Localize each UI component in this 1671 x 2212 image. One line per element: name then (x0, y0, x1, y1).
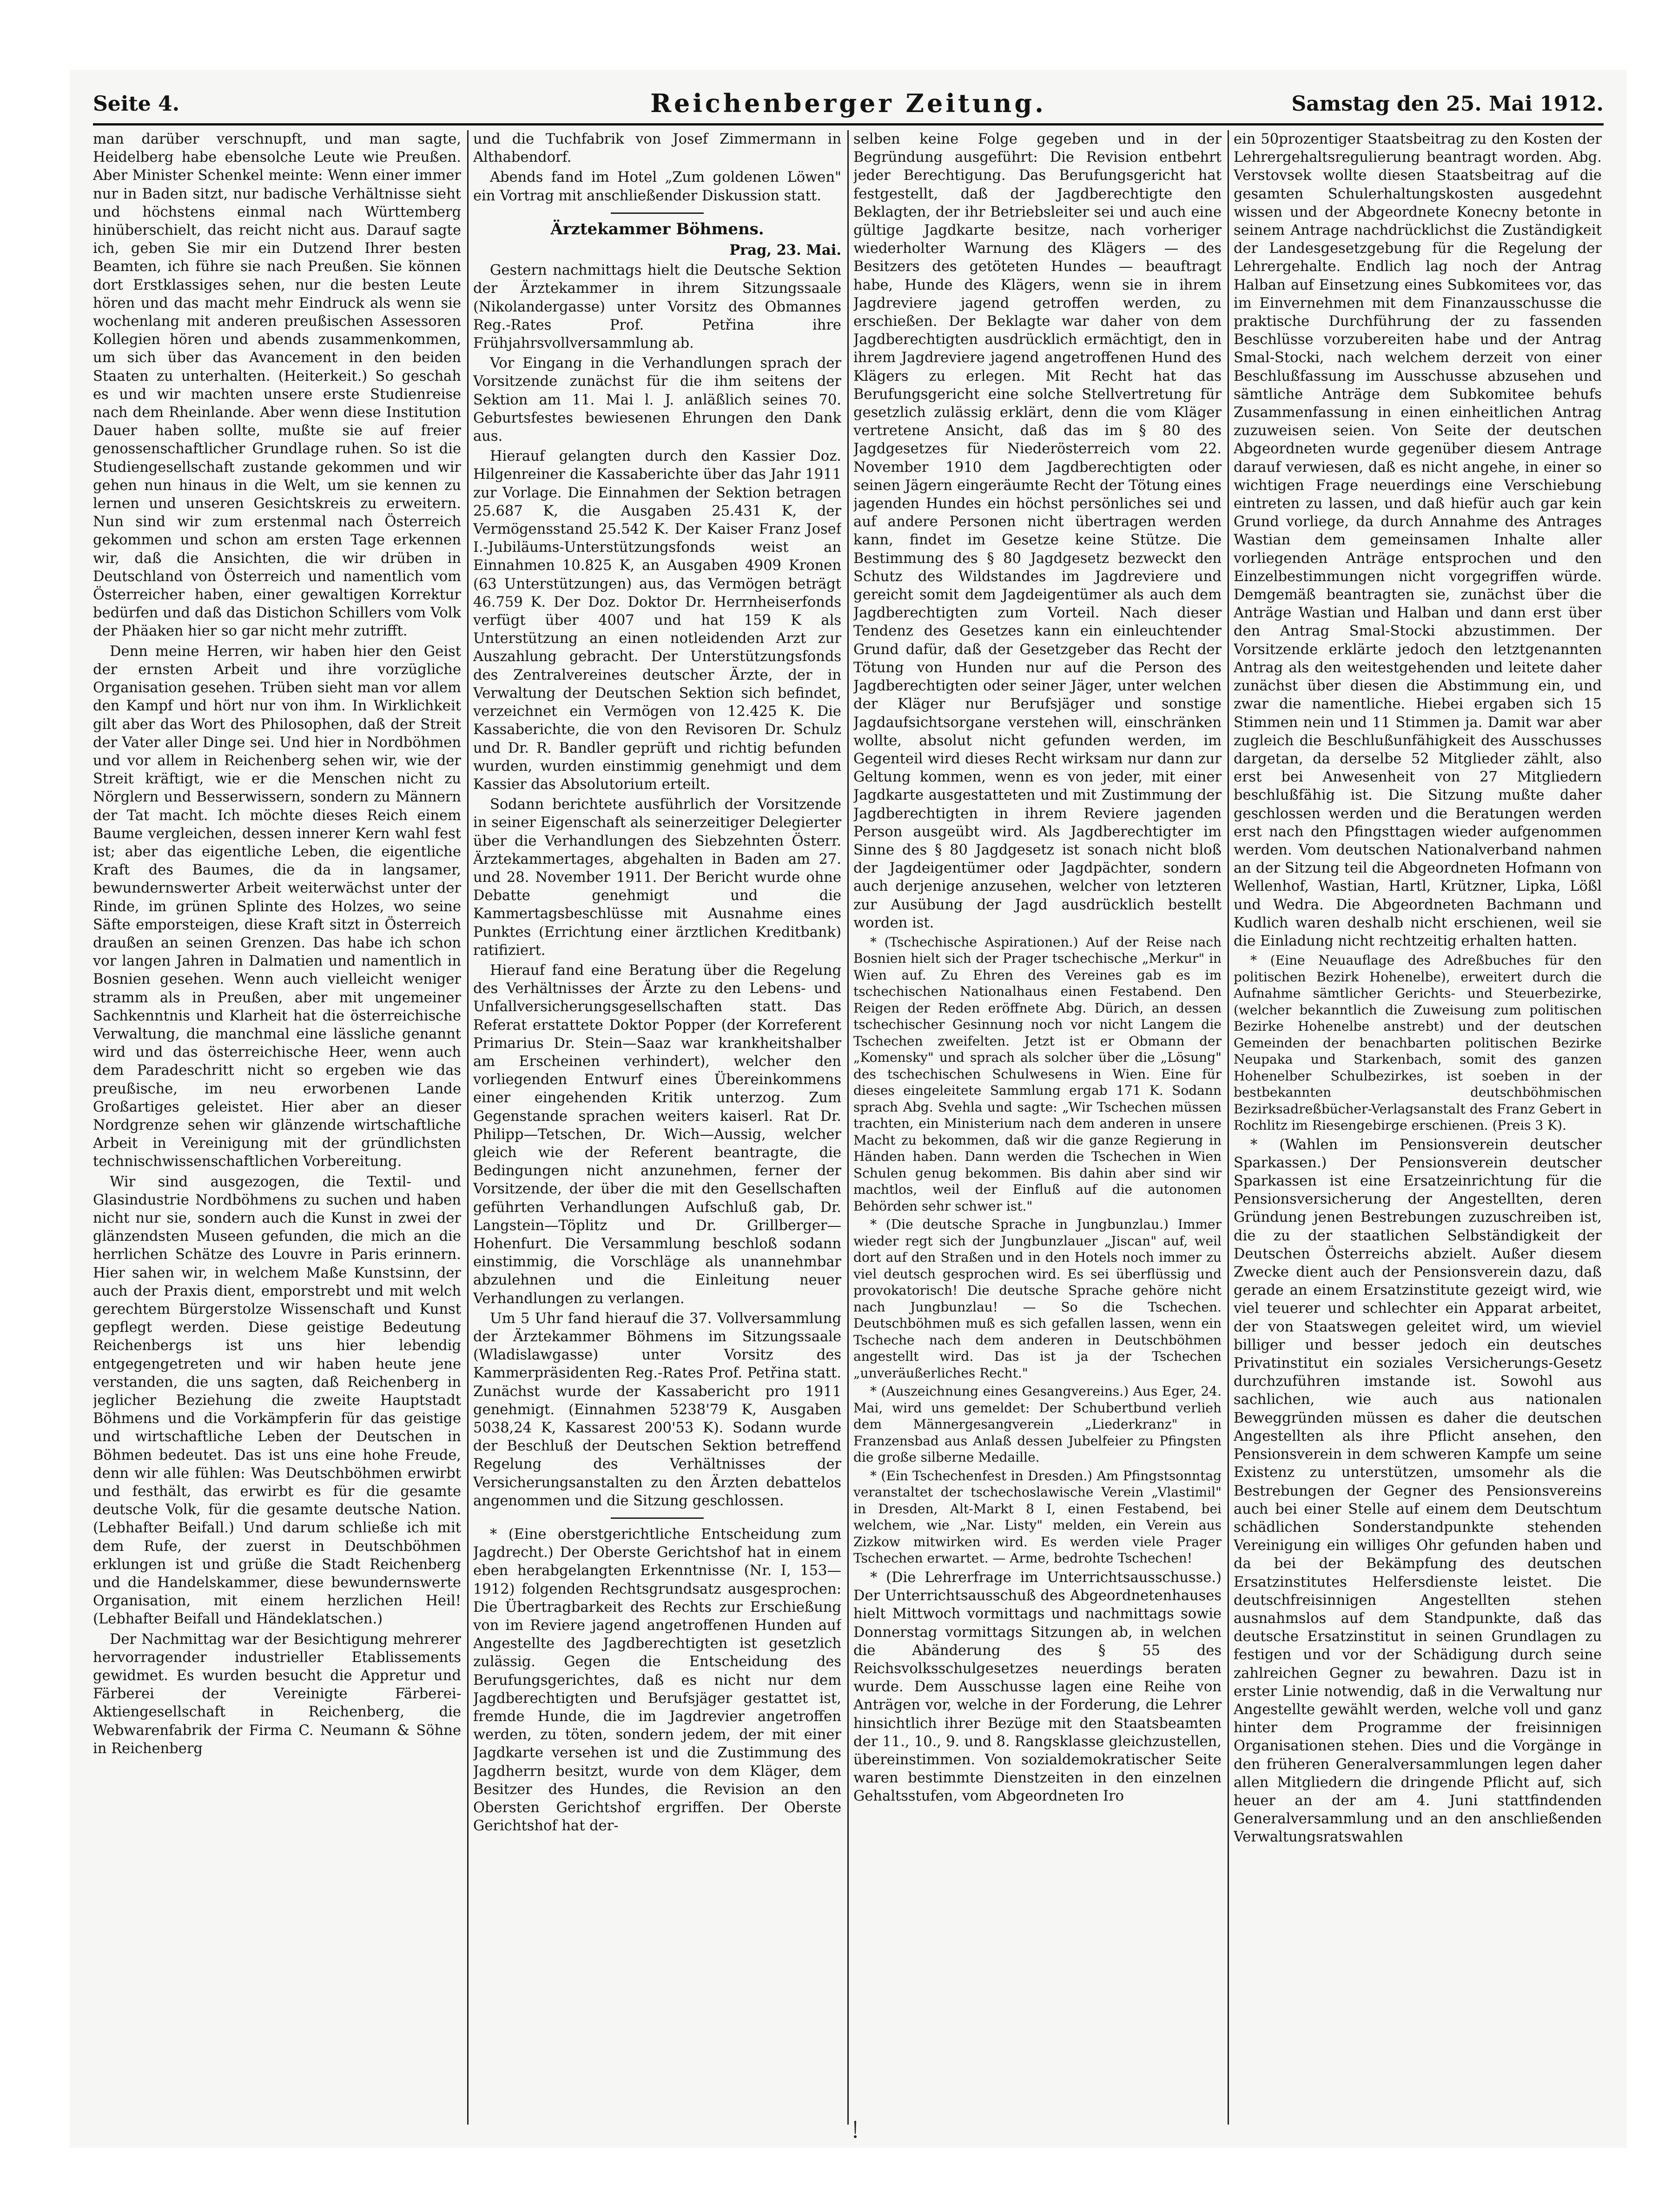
column-3 (853, 130, 1222, 2129)
column-1 (93, 130, 461, 2129)
news-item: * (Eine oberstgerichtliche Entscheidung zum Jagdrecht.) Der Oberste Gerichtshof hat in einem eben herabgelangten Erkenntnisse (Nr. I, 153—1912) folgenden Rechtsgrundsatz ausgesprochen: Die Übertragbarkeit des Rechts zur Erschießung von im Reviere jagend angetroffenen Hunden auf Angestellte des Jagdberechtigten ist gesetzlich zulässig. Gegen die Entscheidung des Berufungsgerichtes, daß es nicht nur dem Jagdberechtigten und Berufsjäger gestattet ist, fremde Hunde, die im Jagdrevier angetroffen werden, zu töten, sondern jedem, der mit einer Jagdkarte versehen ist und die Zustimmung des Jagdherrn besitzt, wurde von dem Kläger, dem Besitzer des Hundes, die Revision an den Obersten Gerichtshof ergriffen. Der Oberste Gerichtshof hat der- (473, 1526, 841, 1835)
article-headline: Ärztekammer Böhmens. (550, 219, 764, 238)
news-item: * (Auszeichnung eines Gesangvereins.) Aus Eger, 24. Mai, wird uns gemeldet: Der Schubertbund verlieh dem Männergesangverein „Liederkranz" in Franzensbad aus Anlaß dessen Jubelfeier zu Pfingsten die große silberne Medaille. (853, 1384, 1222, 1465)
paragraph: Vor Eingang in die Verhandlungen sprach der Vorsitzende zunächst für die ihm seitens der Sektion am 11. Mai l. J. anläßlich seines 70. Geburtsfestes bewiesenen Ehrungen den Dank aus. (473, 355, 841, 445)
paragraph: Abends fand im Hotel „Zum goldenen Löwen" ein Vortrag mit anschließender Diskussion statt. (473, 169, 841, 204)
masthead: Reichenberger Zeitung. (650, 88, 1046, 118)
news-item: * (Eine Neuauflage des Adreßbuches für den politischen Bezirk Hohenelbe), erweitert durch die Aufnahme sämtlicher Gerichts- und Steuerbezirke, (welcher bekanntlich die Zuweisung zum politischen Bezirke Hohenelbe anstrebt) und der deutschen Gemeinden der benachbarten politischen Bezirke Neupaka und Starkenbach, somit des ganzen Hohenelber Schulbezirkes, ist soeben in der bestbekannten deutschböhmischen Bezirksadreßbücher-Verlagsanstalt des Franz Gebert in Rochlitz im Riesengebirge erschienen. (Preis 3 K). (1234, 953, 1602, 1133)
column-divider (847, 130, 849, 2125)
news-item: * (Ein Tschechenfest in Dresden.) Am Pfingstsonntag veranstaltet der tschechoslawische Verein „Vlastimil" in Dresden, Alt-Markt 8 I, einen Festabend, bei welchem, wie „Nar. Listy" melden, ein Verein aus Zizkow mitwirken wird. Es werden viele Prager Tschechen erwartet. — Arme, bedrohte Tschechen! (853, 1468, 1222, 1566)
news-item: * (Die deutsche Sprache in Jungbunzlau.) Immer wieder regt sich der Jungbunzlauer „Jiscan" auf, weil dort auf den Straßen und in den Hotels noch immer zu viel deutsch gesprochen wird. Es sei überflüssig und provokatorisch! Die deutsche Sprache gehöre nicht nach Jungbunzlau! — So die Tschechen. Deutschböhmen muß es sich gefallen lassen, wenn ein Tscheche nach dem anderen in Deutschböhmen angestellt wird. Das ist ja der Tschechen „unveräußerliches Recht." (853, 1217, 1222, 1381)
paragraph: und die Tuchfabrik von Josef Zimmermann in Althabendorf. (473, 131, 841, 166)
news-item: * (Tschechische Aspirationen.) Auf der Reise nach Bosnien hielt sich der Prager tschechische „Merkur" in Wien auf. Zu Ehren des Vereines gab es im tschechischen Nationalhaus einen Festabend. Den Reigen der Reden eröffnete Abg. Dürich, an dessen tschechischer Gesinnung noch vor nicht Langem die Tschechen zweifelten. Jetzt ist er Obmann der „Komensky" und sprach als solcher über die „Lösung" des tschechischen Schulwesens in Wien. Eine für dieses eingeleitete Sammlung ergab 171 K. Sodann sprach Abg. Svehla und sagte: „Wir Tschechen müssen trachten, ein Ministerium nach dem anderen in unsere Macht zu bekommen, daß wir die ganze Regierung in Händen haben. Dann werden die Tschechen in Wien Schulen genug bekommen. Bis dahin aber sind wir machtlos, weil der Einfluß auf die autonomen Behörden sehr schwer ist." (853, 934, 1222, 1214)
paragraph: selben keine Folge gegeben und in der Begründung ausgeführt: Die Revision entbehrt jeder Berechtigung. Das Berufungsgericht hat festgestellt, daß der Jagdberechtigte den Beklagten, der ihr Betriebsleiter sei und auch eine gültige Jagdkarte besitze, nach vorheriger wiederholter Warnung des Klägers — des Besitzers des getöteten Hundes — beauftragt habe, Hunde des Klägers, wenn sie in ihrem Jagdreviere jagend getroffen werden, zu erschießen. Der Beklagte war daher von dem Jagdberechtigten ausdrücklich ermächtigt, den in ihrem Jagdreviere jagend angetroffenen Hund des Klägers zu erlegen. Mit Recht hat das Berufungsgericht eine solche Stellvertretung für gesetzlich zulässig erklärt, denn die vom Kläger vertretene Ansicht, daß das im § 80 des Jagdgesetzes für Niederösterreich vom 22. November 1910 dem Jagdberechtigten oder seinen Jägern eingeräumte Recht der Tötung eines jagenden Hundes ein höchst persönliches sei und auf andere Personen nicht übertragen werden kann, findet im Gesetze keine Stütze. Die Bestimmung des § 80 Jagdgesetz bezweckt den Schutz des Wildstandes im Jagdreviere und gereicht somit dem Jagdeigentümer als auch dem Jagdberechtigten zum Vorteil. Nach dieser Tendenz des Gesetzes kann ein einleuchtender Grund dafür, daß der Gesetzgeber das Recht der Tötung von Hunden nur auf die Person des Jagdberechtigten oder seiner Jäger, unter welchen der Kläger nur Berufsjäger und sonstige Jagdaufsichtsorgane verstehen will, einschränken wollte, absolut nicht gefunden werden, im Gegenteil wird dieses Recht wirksam nur dann zur Geltung kommen, wenn es von jeder, mit einer Jagdkarte ausgestatteten und mit Zustimmung der Jagdberechtigten in ihrem Reviere jagenden Person ausgeübt wird. Als Jagdberechtigter im Sinne des § 80 Jagdgesetz ist sonach nicht bloß der Jagdeigentümer oder Jagdpächter, sondern auch derjenige anzusehen, welcher von letzteren zur Ausübung der Jagd ausdrücklich bestellt worden ist. (853, 131, 1222, 931)
article-dateline: Prag, 23. Mai. (729, 242, 841, 259)
paragraph: man darüber verschnupft, und man sagte, Heidelberg habe ebensolche Leute wie Preußen. Aber Minister Schenkel meinte: Wenn einer immer nur in Baden sitzt, nur badische Verhältnisse sieht und höchstens einmal nach Württemberg hinüberschielt, das reicht nicht aus. Darauf sagte ich, geben Sie mir ein Dutzend Ihrer besten Beamten, ich führe sie nach Preußen. Sie können dort Erstklassiges sehen, nur die besten Leute hören und das macht mehr Eindruck als wenn sie wochenlang mit anderen preußischen Assessoren Kollegien hören und abends zusammenkommen, um sich über das Avancement in den beiden Staaten zu unterhalten. (Heiterkeit.) So geschah es und wir machten unsere erste Studienreise nach dem Rheinlande. Aber wenn diese Institution Dauer haben sollte, mußte sie auf freier genossenschaftlicher Grundlage ruhen. So ist die Studiengesellschaft zustande gekommen und wir gehen nun hinaus in die Welt, um sie kennen zu lernen und unseren Gesichtskreis zu erweitern. Nun sind wir zum erstenmal nach Österreich gekommen und schon am ersten Tage erkennen wir, daß die Ansichten, die wir drüben in Deutschland von Österreich und namentlich vom Österreicher haben, einer gewaltigen Korrektur bedürfen und daß das Distichon Schillers vom Volk der Phäaken hier so gar nicht mehr zutrifft. (93, 131, 461, 640)
page-number: Seite 4. (93, 92, 180, 116)
paragraph: Hierauf fand eine Beratung über die Regelung des Verhältnisses der Ärzte zu den Lebens- und Unfallversicherungsgesellschaften statt. Das Referat erstattete Doktor Popper (der Korreferent Primarius Dr. Stein—Saaz war krankheitshalber am Erscheinen verhindert), welcher den vorliegenden Entwurf eines Übereinkommens einer eingehenden Kritik unterzog. Zum Gegenstande sprachen weiters kaiserl. Rat Dr. Philipp—Tetschen, Dr. Wich—Aussig, welcher gleich wie der Referent beantragte, die Bedingungen nicht anzunehmen, ferner der Vorsitzende, der über die mit den Gesellschaften geführten Verhandlungen Aufschluß gab, Dr. Langstein—Töplitz und Dr. Grillberger—Hohenfurt. Die Versammlung beschloß sodann einstimmig, die Vorschläge als unannehmbar abzulehnen und die Einleitung neuer Verhandlungen zu verlangen. (473, 962, 841, 1307)
paragraph: Denn meine Herren, wir haben hier den Geist der ernsten Arbeit und ihre vorzügliche Organisation gesehen. Trüben sieht man vor allem den Kampf und hört nur von ihm. In Wirklichkeit gilt aber das Wort des Philosophen, daß der Streit der Vater aller Dinge sei. Und hier in Nordböhmen und vor allem in Reichenberg sehen wir, wie der Streit kräftigt, wie er die Menschen nicht zu Nörglern und Besserwissern, sondern zu Männern der Tat macht. Ich möchte dieses Reich einem Baume vergleichen, dessen innerer Kern wahl fest ist; aber das eigentliche Leben, die eigentliche Kraft des Baumes, die da in langsamer, bewundernswerter Arbeit weiterwächst unter der Rinde, im grünen Splinte des Holzes, wo seine Säfte emporsteigen, diese Kraft sitzt in Österreich draußen an seinen Grenzen. Das habe ich schon vor langen Jahren in Dalmatien und namentlich in Bosnien gesehen. Wenn auch vielleicht weniger stramm als in Preußen, aber mit ungemeiner Sachkenntnis und Klarheit hat die österreichische Verwaltung, die manchmal eine lässliche genannt wird und das österreichische Heer, wenn auch dem Paradeschritt nicht so ergeben wie das preußische, im neu erworbenen Lande Großartiges geleistet. Hier aber an dieser Nordgrenze sehen wir glänzende wirtschaftliche Arbeit in Vereinigung mit der gründlichsten technischwissenschaftlichen Vorbereitung. (93, 643, 461, 1170)
paragraph: Sodann berichtete ausführlich der Vorsitzende in seiner Eigenschaft als seinerzeitiger Delegierter über die Verhandlungen des Siebzehnten Österr. Ärztekammertages, abgehalten in Baden am 27. und 28. November 1911. Der Bericht wurde ohne Debatte genehmigt und die Kammertagsbeschlüsse mit Ausnahme eines Punktes (Errichtung einer ärztlichen Kreditbank) ratifiziert. (473, 796, 841, 959)
paragraph: Um 5 Uhr fand hierauf die 37. Vollversammlung der Ärztekammer Böhmens im Sitzungssaale (Wladislawgasse) unter Vorsitz des Kammerpräsidenten Reg.-Rates Prof. Petřina statt. Zunächst wurde der Kassabericht pro 1911 genehmigt. (Einnahmen 5238'79 K, Ausgaben 5038,24 K, Kassarest 200'53 K). Sodann wurde der Beschluß der Deutschen Sektion betreffend Regelung des Verhältnisses der Versicherungsanstalten zu den Ärzten debattelos angenommen und die Sitzung geschlossen. (473, 1310, 841, 1509)
header-rule (93, 123, 1604, 126)
column-2 (473, 130, 841, 2129)
column-divider (467, 130, 469, 2125)
issue-date: Samstag den 25. Mai 1912. (1291, 92, 1604, 116)
section-divider (611, 1517, 704, 1519)
paragraph: ein 50prozentiger Staatsbeitrag zu den Kosten der Lehrergehaltsregulierung beantragt worden. Abg. Verstovsek wollte diesen Staatsbeitrag auf die gesamten Schulerhaltungskosten ausgedehnt wissen und der Abgeordnete Konecny betonte in seinem Antrage nachdrücklichst die Zuständigkeit der Landesgesetzgebung für die Regelung der Lehrergehalte. Endlich lag noch der Antrag Halban auf Einsetzung eines Subkomitees vor, das im Einvernehmen mit dem Finanzausschusse die praktische Durchführung der zu fassenden Beschlüsse vorzubereiten habe und der Antrag Smal-Stocki, nach welchem derzeit von einer Beschlußfassung im Ausschusse abzusehen und sämtliche Anträge dem Subkomitee behufs Zusammenfassung in einen einheitlichen Antrag zuzuweisen seien. Von Seite der deutschen Abgeordneten wurde gegenüber diesem Antrage darauf verwiesen, daß es nicht angehe, in einer so wichtigen Frage neuerdings eine Verschiebung eintreten zu lassen, und daß hiefür auch gar kein Grund vorliege, da durch Annahme des Antrages Wastian dem gemeinsamen Inhalte aller vorliegenden Anträge entsprochen und den Einzelbestimmungen nicht vorgegriffen würde. Demgemäß beantragten sie, zunächst über die Anträge Wastian und Halban und dann erst über den Antrag Smal-Stocki abzustimmen. Der Vorsitzende erklärte jedoch den letztgenannten Antrag als den weitestgehenden und leitete daher zunächst über diesen die Abstimmung ein, und zwar die namentliche. Hiebei ergaben sich 15 Stimmen nein und 11 Stimmen ja. Damit war aber zugleich die Beschlußunfähigkeit des Ausschusses dargetan, da derselbe 52 Mitglieder zählt, also erst bei Anwesenheit von 27 Mitgliedern beschlußfähig ist. Die Sitzung mußte daher geschlossen werden und die Beratungen werden erst nach den Pfingsttagen wieder aufgenommen werden. Vom deutschen Nationalverband nahmen an der Sitzung teil die Abgeordneten Hofmann von Wellenhof, Wastian, Hartl, Krützner, Lipka, Lößl und Wedra. Die Abgeordneten Bachmann und Kudlich waren deshalb nicht erschienen, weil sie die Einladung nicht rechtzeitig erhalten hatten. (1234, 131, 1602, 949)
paragraph: Wir sind ausgezogen, die Textil- und Glasindustrie Nordböhmens zu suchen und haben nicht nur sie, sondern auch die Kunst in zwei der glänzendsten Museen gefunden, die mich an die herrlichen Schätze des Louvre in Paris erinnern. Hier sahen wir, in welchem Maße Kunstsinn, der auch der Praxis dient, emporstrebt und mit welch gerechtem Bürgerstolze Wissenschaft und Kunst gepflegt werden. Diese geistige Bedeutung Reichenbergs ist uns hier lebendig entgegengetreten und wir haben heute jene verstanden, die uns sagten, daß Reichenberg in jeglicher Beziehung die zweite Hauptstadt Böhmens und die Vorkämpferin für das geistige und wirtschaftliche Leben der Deutschen in Böhmen bedeutet. Das ist uns eine hohe Freude, denn wir alle fühlen: Was Deutschböhmen erwirbt und festhält, das erwirbt es für die gesamte deutsche Volk, für die gesamte deutsche Nation. (Lebhafter Beifall.) Und darum schließe ich mit dem Rufe, der zuerst in Deutschböhmen erklungen ist und grüße die Stadt Reichenberg und die Handelskammer, diese bewundernswerte Organisation, mit einem herzlichen Heil! (Lebhafter Beifall und Händeklatschen.) (93, 1173, 461, 1628)
page-header (93, 88, 1604, 121)
column-divider (1228, 130, 1229, 2125)
paragraph: Der Nachmittag war der Besichtigung mehrerer hervorragender industrieller Etablissements gewidmet. Es wurden besucht die Appretur und Färberei der Vereinigte Färberei-Aktiengesellschaft in Reichenberg, die Webwarenfabrik der Firma C. Neumann & Söhne in Reichenberg (93, 1631, 461, 1757)
paragraph: Gestern nachmittags hielt die Deutsche Sektion der Ärztekammer in ihrem Sitzungssaale (Nikolandergasse) unter Vorsitz des Obmannes Reg.-Rates Prof. Petřina ihre Frühjahrsvollversammlung ab. (473, 262, 841, 352)
section-divider (611, 212, 704, 214)
news-item: * (Wahlen im Pensionsverein deutscher Sparkassen.) Der Pensionsverein deutscher Sparkassen ist eine Ersatzeinrichtung für die Pensionsversicherung der Angestellten, deren Gründung jenen Bestrebungen zuzuschreiben ist, die zu der staatlichen Selbständigkeit der Deutschen Österreichs abzielt. Außer diesem Zwecke dient auch der Pensionsverein dazu, daß gerade an einem Ersatzinstitute gezeigt wird, wie viel teuerer und schlechter ein Apparat arbeitet, der von Staatswegen geleitet wird, um wieviel billiger und besser jedoch ein deutsches Privatinstitut ein soziales Versicherungs-Gesetz durchzuführen imstande ist. Sowohl aus sachlichen, wie auch aus nationalen Beweggründen müssen es daher die deutschen Angestellten als ihre Pflicht ansehen, den Pensionsverein in dem schweren Kampfe um seine Existenz zu unterstützen, umsomehr als die Bestrebungen der Gegner des Pensionsvereins auch bei einer Stelle auf einem dem Deutschtum schädlichen Sonderstandpunkte stehenden Vereinigung ein williges Ohr gefunden haben und da bei der Bekämpfung des deutschen Ersatzinstitutes Helfersdienste leistet. Die deutschfreisinnigen Angestellten stehen ausnahmslos auf dem Standpunkte, daß das deutsche Ersatzinstitut in seinen Grundlagen zu festigen und vor der Schädigung durch seine zahlreichen Gegner zu bewahren. Dazu ist in erster Linie notwendig, daß in die Verwaltung nur Angestellte gewählt werden, welche voll und ganz hinter dem Programme der freisinnigen Organisationen stehen. Dies und die Vorgänge in den früheren Generalversammlungen legen daher allen Mitgliedern die dringende Pflicht auf, sich heuer an der am 4. Juni stattfindenden Generalversammlung und an den anschließenden Verwaltungsratswahlen (1234, 1136, 1602, 1846)
print-mark-icon (851, 2120, 860, 2139)
news-item: * (Die Lehrerfrage im Unterrichtsausschusse.) Der Unterrichtsausschuß des Abgeordnetenhauses hielt Mittwoch vormittags und nachmittags sowie Donnerstag vormittags Sitzungen ab, in welchen die Abänderung des § 55 des Reichsvolksschulgesetzes neuerdings beraten wurde. Dem Ausschusse lagen eine Reihe von Anträgen vor, welche in der Forderung, die Lehrer hinsichtlich ihrer Bezüge mit den Staatsbeamten der 11., 10., 9. und 8. Rangsklasse gleichzustellen, übereinstimmen. Von sozialdemokratischer Seite waren bestimmte Dienstzeiten in den einzelnen Gehaltsstufen, vom Abgeordneten Iro (853, 1569, 1222, 1805)
paragraph: Hierauf gelangten durch den Kassier Doz. Hilgenreiner die Kassaberichte über das Jahr 1911 zur Vorlage. Die Einnahmen der Sektion betragen 25.687 K, die Ausgaben 25.431 K, der Vermögensstand 25.542 K. Der Kaiser Franz Josef I.-Jubiläums-Unterstützungsfonds weist an Einnahmen 10.825 K, an Ausgaben 4909 Kronen (63 Unterstützungen) aus, das Vermögen beträgt 46.759 K. Der Doz. Doktor Dr. Herrnheiserfonds verfügt über 4007 und hat 159 K als Unterstützung an einen notleidenden Arzt zur Auszahlung gebracht. Der Unterstützungsfonds des Zentralvereines deutscher Ärzte, der in Verwaltung der Deutschen Sektion sich befindet, verzeichnet ein Vermögen von 12.425 K. Die Kassaberichte, die von den Revisoren Dr. Schulz und Dr. R. Bandler geprüft und richtig befunden wurden, wurden einstimmig genehmigt und dem Kassier das Absolutorium erteilt. (473, 448, 841, 793)
column-4 (1234, 130, 1602, 2129)
newspaper-page (70, 70, 1627, 2148)
